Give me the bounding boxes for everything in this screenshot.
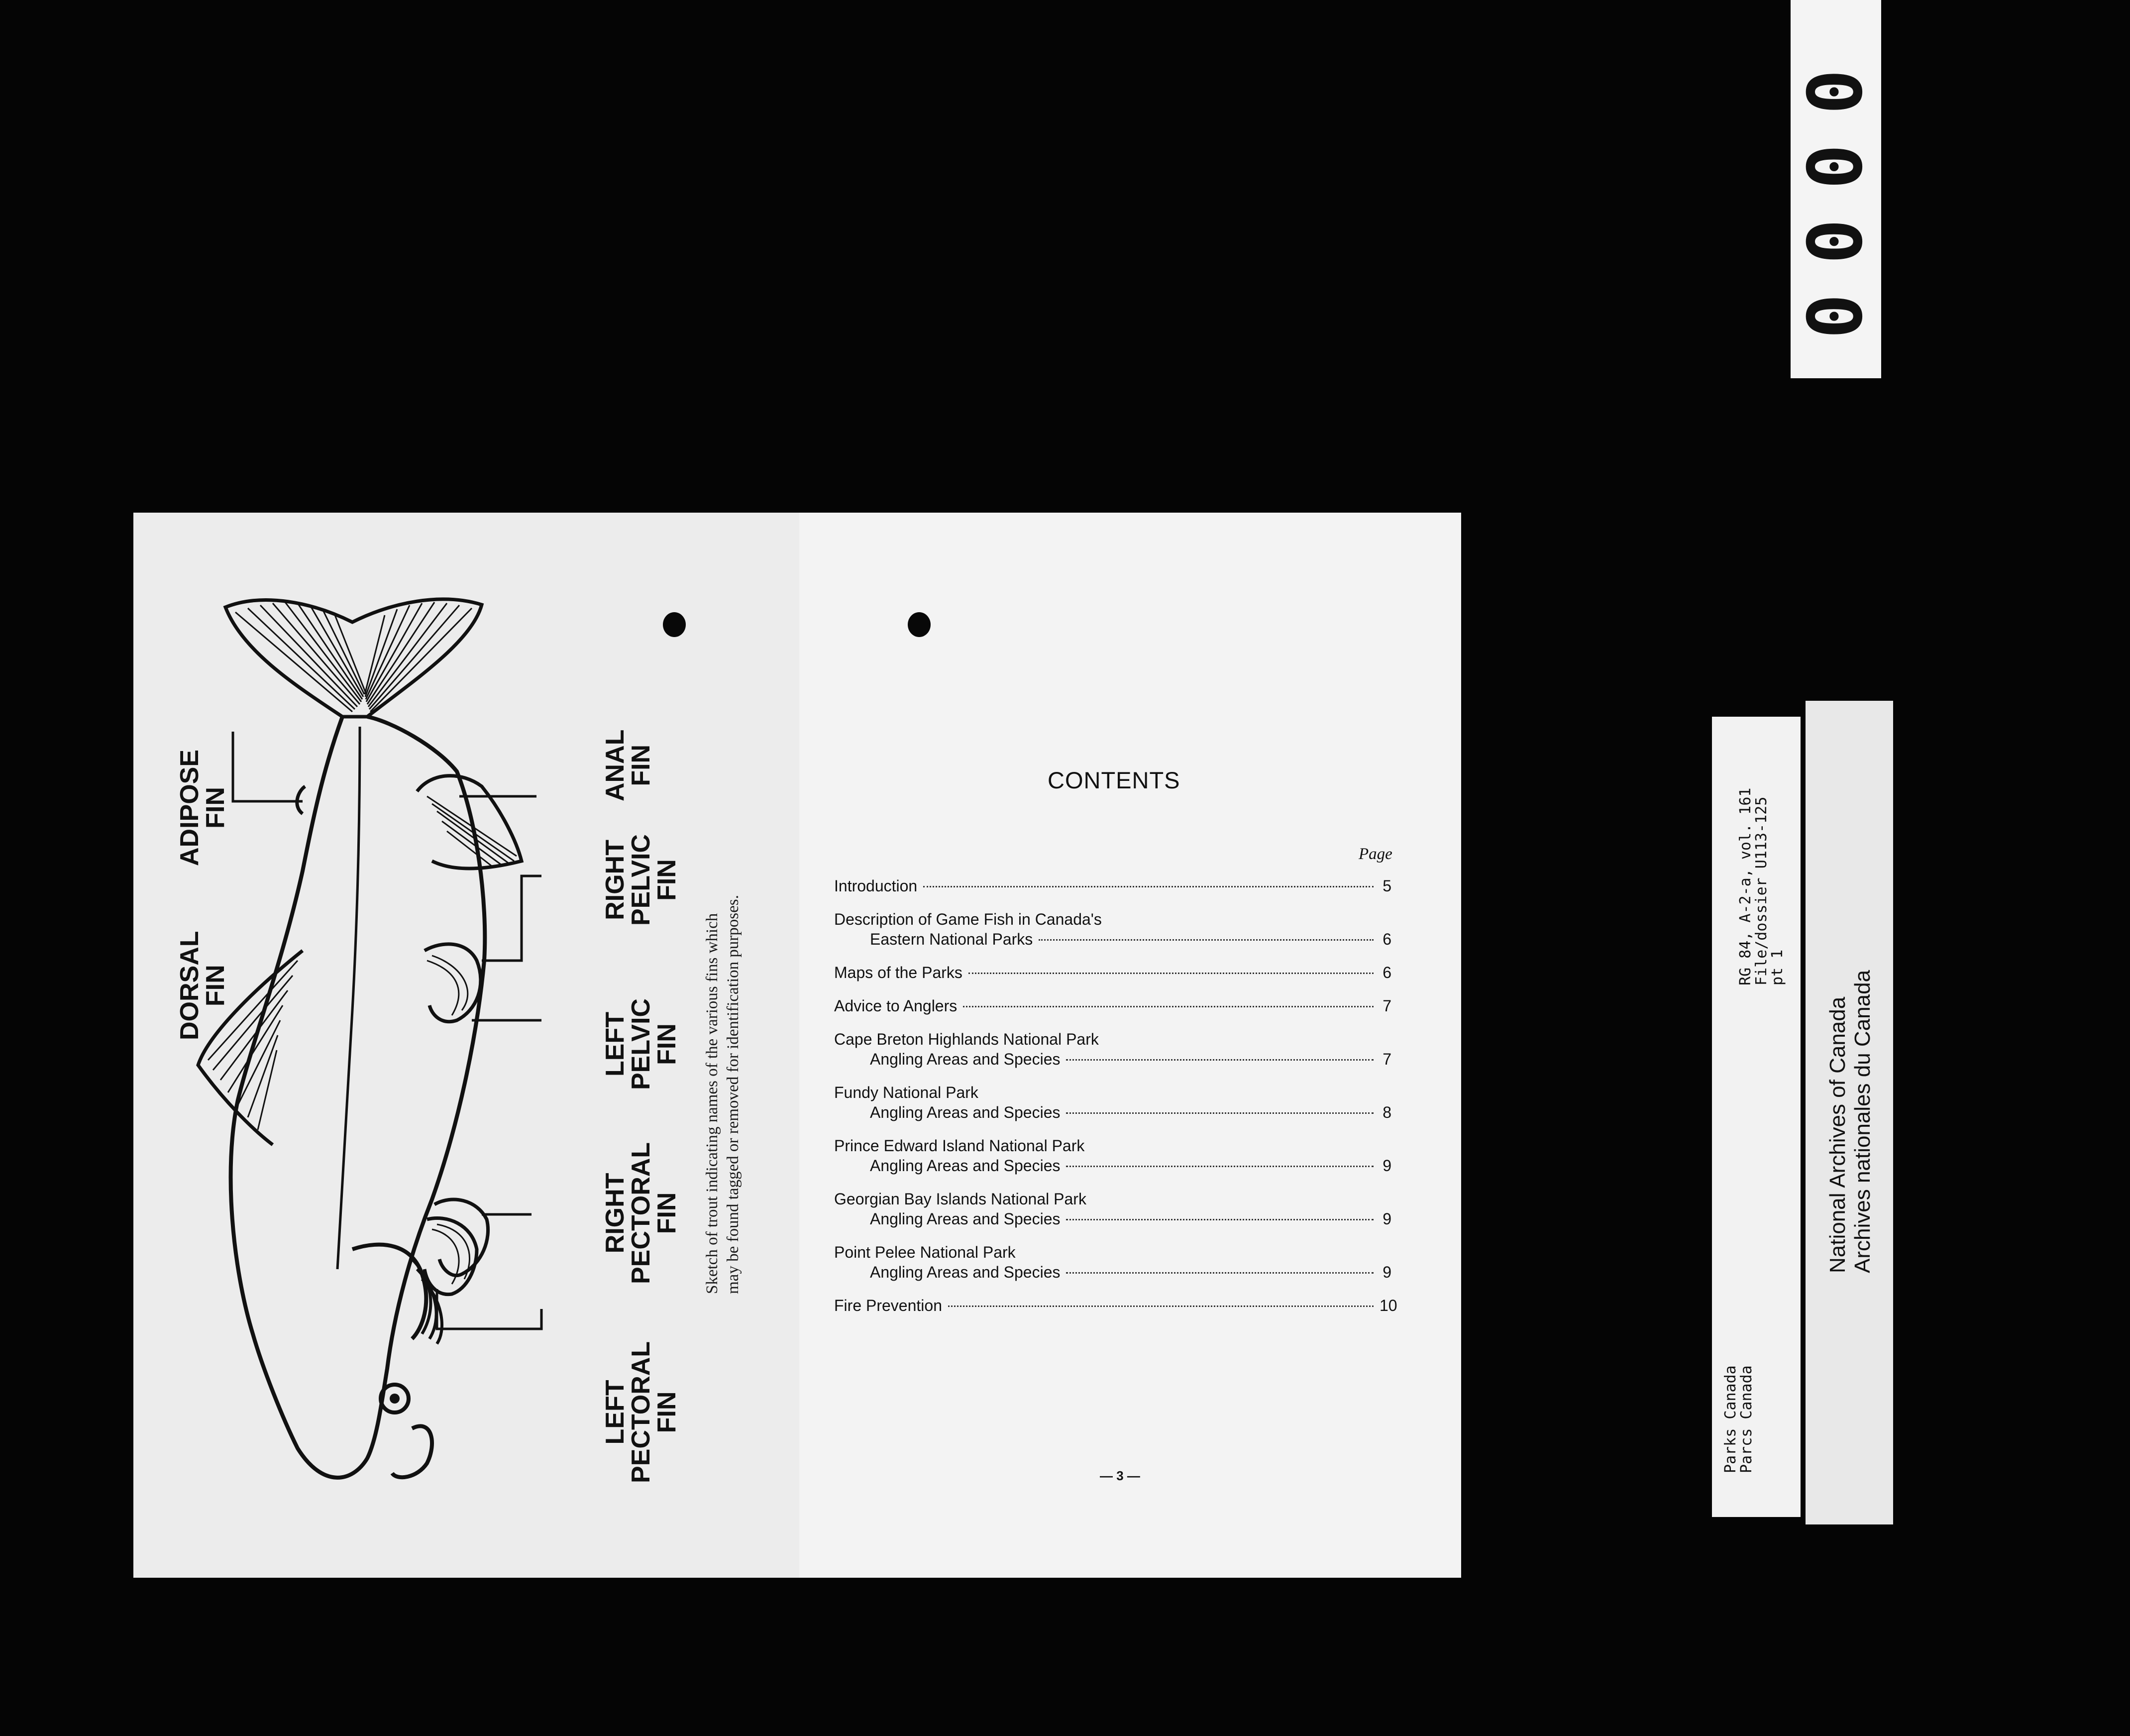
toc-page-number: 10 [1380, 1297, 1397, 1314]
file-reference [1738, 788, 1786, 985]
toc-entry [834, 1189, 1391, 1229]
toc-entry [834, 1083, 1391, 1122]
toc-subtitle: Angling Areas and Species [870, 1157, 1061, 1175]
toc-title: Maps of the Parks [834, 964, 962, 981]
tail-fin [225, 599, 482, 717]
toc-entry [834, 1029, 1391, 1069]
toc-title: Point Pelee National Park [834, 1243, 1016, 1261]
toc-title: Cape Breton Highlands National Park [834, 1030, 1099, 1048]
toc-entry [834, 963, 1391, 982]
left-pelvic-fin-label [602, 998, 680, 1090]
toc-page-number: 7 [1383, 997, 1391, 1015]
toc-title: Advice to Anglers [834, 997, 958, 1015]
label-line: FIN [201, 965, 230, 1007]
label-line: ADIPOSE [175, 749, 204, 866]
toc-page-number: 5 [1383, 877, 1391, 895]
archives-line: National Archives of Canada [1825, 996, 1850, 1273]
reference-line: pt 1 [1769, 949, 1786, 985]
label-line: PECTORAL [627, 1341, 655, 1483]
label-line: FIN [627, 744, 655, 786]
label-line: LEFT [601, 1380, 630, 1445]
toc-page-number: 6 [1383, 930, 1391, 948]
toc-page-number: 8 [1383, 1103, 1391, 1121]
page-column-header: Page [1359, 845, 1392, 863]
anal-fin-shape [417, 776, 522, 868]
archive-label-card [1712, 717, 1801, 1517]
label-line: PELVIC [627, 998, 655, 1090]
table-of-contents [834, 876, 1397, 1329]
archives-name [1825, 970, 1875, 1273]
agency-line: Parks Canada [1722, 1365, 1739, 1473]
toc-title: Prince Edward Island National Park [834, 1137, 1085, 1155]
right-pelvic-fin-label [602, 834, 680, 926]
archives-strip [1806, 701, 1893, 1524]
pelvic-fins-shape [425, 944, 481, 1022]
anal-fin-label [602, 730, 654, 801]
label-line: FIN [201, 787, 230, 829]
label-line: FIN [652, 1192, 681, 1234]
label-line: RIGHT [601, 1173, 630, 1254]
toc-subtitle: Angling Areas and Species [870, 1210, 1061, 1228]
adipose-fin-label [177, 750, 228, 866]
toc-entry [834, 1242, 1391, 1282]
archives-line: Archives nationales du Canada [1850, 970, 1875, 1273]
label-line: PELVIC [627, 834, 655, 926]
toc-entry [834, 996, 1391, 1016]
trout-eye [390, 1394, 400, 1404]
diagram-caption [702, 816, 744, 1294]
pectoral-fins-shape [425, 1199, 488, 1295]
leader-lines [233, 732, 541, 1329]
contents-title: CONTENTS [1048, 767, 1180, 793]
toc-subtitle: Eastern National Parks [870, 930, 1033, 948]
label-line: PECTORAL [627, 1142, 655, 1284]
toc-page-number: 7 [1383, 1050, 1391, 1068]
toc-subtitle: Angling Areas and Species [870, 1263, 1061, 1281]
label-line: ANAL [601, 729, 630, 801]
trout-diagram [133, 513, 800, 1578]
label-line: FIN [652, 1023, 681, 1065]
frame-number-strip [1791, 0, 1881, 378]
label-line: FIN [652, 1391, 681, 1433]
toc-entry [834, 1136, 1391, 1176]
left-pectoral-fin-label [602, 1341, 680, 1483]
label-line: LEFT [601, 1012, 630, 1077]
reference-line: File/dossier U113-125 [1753, 796, 1770, 985]
reference-line: RG 84, A-2-a, vol. 161 [1737, 787, 1754, 985]
label-line: RIGHT [601, 840, 630, 920]
toc-title: Introduction [834, 877, 918, 895]
toc-entry [834, 909, 1391, 949]
toc-title: Description of Game Fish in Canada's [834, 910, 1102, 928]
trout-body [231, 717, 485, 1478]
toc-page-number: 6 [1383, 964, 1391, 981]
label-line: DORSAL [175, 931, 204, 1040]
agency-name [1723, 1365, 1755, 1473]
caption-line: Sketch of trout indicating names of the various fins which [703, 913, 721, 1294]
toc-subtitle: Angling Areas and Species [870, 1050, 1061, 1068]
toc-page-number: 9 [1383, 1157, 1391, 1175]
label-line: FIN [652, 859, 681, 901]
agency-line: Parcs Canada [1738, 1365, 1755, 1473]
toc-title: Fire Prevention [834, 1297, 942, 1314]
toc-title: Fundy National Park [834, 1084, 978, 1101]
toc-entry [834, 876, 1391, 896]
dorsal-fin-label [177, 931, 228, 1040]
caption-line: may be found tagged or removed for identification purposes. [724, 895, 742, 1294]
page-folio: — 3 — [1100, 1468, 1140, 1483]
toc-title: Georgian Bay Islands National Park [834, 1190, 1086, 1208]
toc-page-number: 9 [1383, 1210, 1391, 1228]
right-pectoral-fin-label [602, 1142, 680, 1284]
toc-page-number: 9 [1383, 1263, 1391, 1281]
punch-hole [908, 612, 931, 637]
toc-entry [834, 1296, 1397, 1315]
frame-number: 0000 [1793, 39, 1879, 339]
toc-subtitle: Angling Areas and Species [870, 1103, 1061, 1121]
